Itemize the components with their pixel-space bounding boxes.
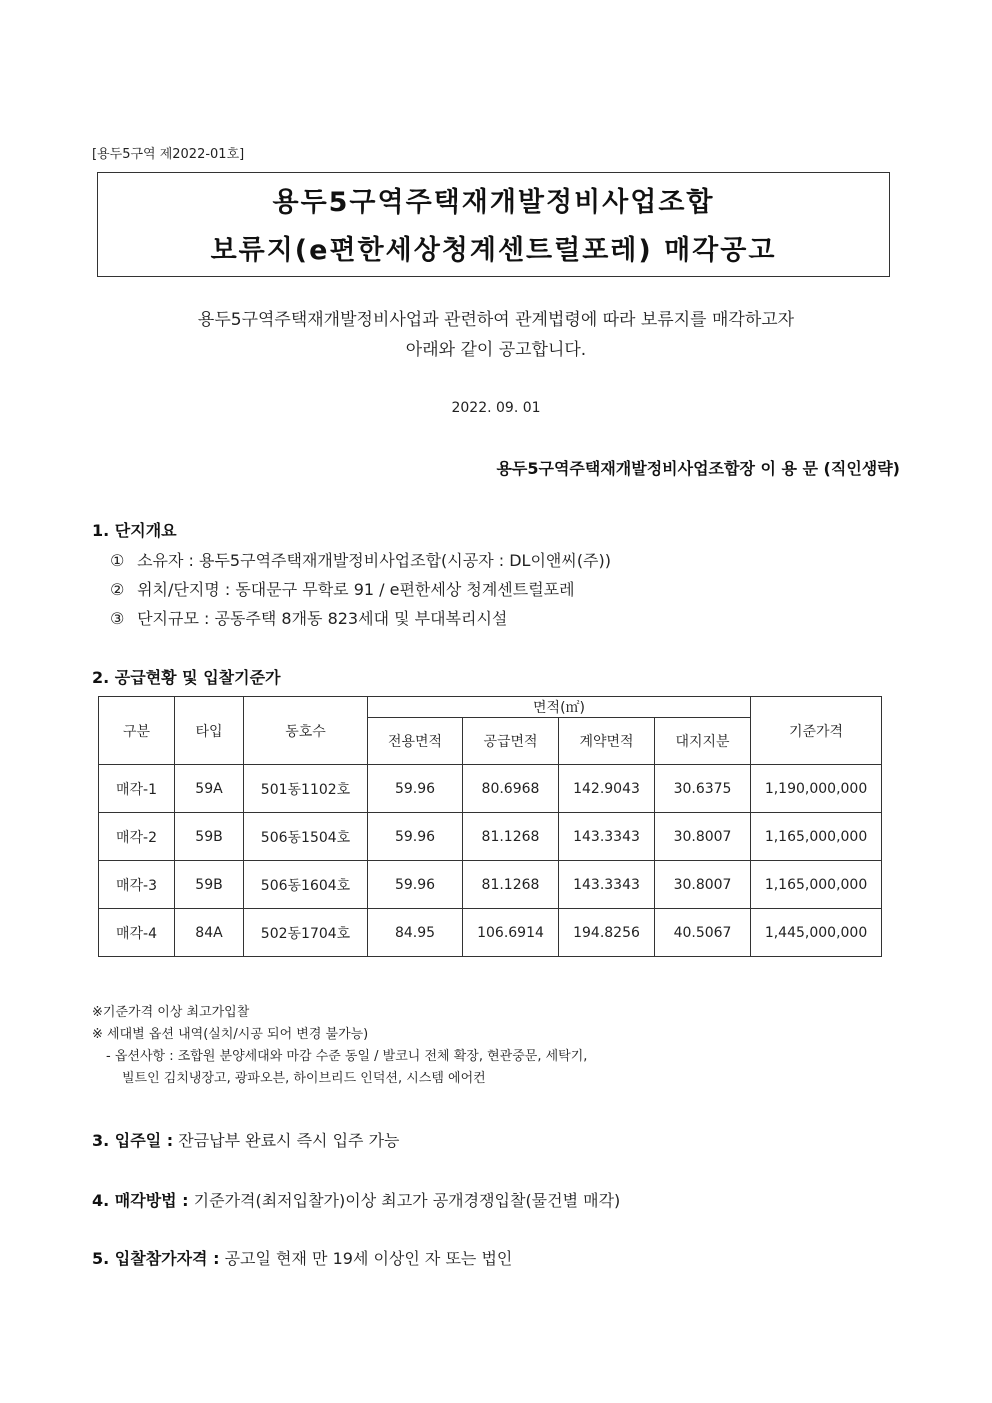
title-line-1: 용두5구역주택재개발정비사업조합 — [272, 187, 715, 218]
section-4-label: 4. 매각방법 : — [92, 1191, 189, 1210]
note-line: ※ 세대별 옵션 내역(실치/시공 되어 변경 불가능) — [92, 1027, 369, 1042]
header-price: 기준가격 — [751, 697, 882, 765]
cell-exclusive-area: 59.96 — [368, 813, 463, 861]
table-notes — [92, 1002, 587, 1090]
intro-line-1: 용두5구역주택재개발정비사업과 관련하여 관계법령에 따라 보류지를 매각하고자 — [197, 310, 795, 330]
cell-unit: 506동1504호 — [244, 813, 368, 861]
section-5-text: 공고일 현재 만 19세 이상인 자 또는 법인 — [219, 1249, 513, 1268]
section-5-label: 5. 입찰참가자격 : — [92, 1249, 220, 1268]
table-row — [99, 813, 882, 861]
cell-gubun: 매각-1 — [99, 765, 175, 813]
item-text: 위치/단지명 : 동대문구 무학로 91 / e편한세상 청계센트럴포레 — [137, 580, 575, 599]
cell-supply-area: 81.1268 — [463, 861, 559, 909]
cell-price: 1,445,000,000 — [751, 909, 882, 957]
cell-supply-area: 81.1268 — [463, 813, 559, 861]
table-row — [99, 861, 882, 909]
intro-line-2: 아래와 같이 공고합니다. — [405, 340, 587, 360]
table-row — [99, 909, 882, 957]
cell-gubun: 매각-4 — [99, 909, 175, 957]
header-contract-area: 계약면적 — [559, 718, 655, 765]
cell-land-share: 30.8007 — [655, 861, 751, 909]
header-supply-area: 공급면적 — [463, 718, 559, 765]
header-area: 면적(㎡) — [368, 697, 751, 718]
section-5 — [92, 1246, 512, 1269]
cell-land-share: 40.5067 — [655, 909, 751, 957]
title-box — [97, 172, 890, 277]
cell-contract-area: 142.9043 — [559, 765, 655, 813]
section-3-label: 3. 입주일 : — [92, 1131, 174, 1150]
header-unit: 동호수 — [244, 697, 368, 765]
cell-unit: 506동1604호 — [244, 861, 368, 909]
complex-overview-list — [110, 546, 611, 633]
cell-supply-area: 106.6914 — [463, 909, 559, 957]
item-number: ③ — [110, 609, 125, 628]
cell-exclusive-area: 59.96 — [368, 861, 463, 909]
section-2-title: 2. 공급현황 및 입찰기준가 — [92, 668, 281, 687]
cell-price: 1,165,000,000 — [751, 813, 882, 861]
cell-price: 1,190,000,000 — [751, 765, 882, 813]
cell-gubun: 매각-2 — [99, 813, 175, 861]
item-number: ① — [110, 551, 125, 570]
section-4-text: 기준가격(최저입찰가)이상 최고가 공개경쟁입찰(물건별 매각) — [188, 1191, 621, 1210]
cell-supply-area: 80.6968 — [463, 765, 559, 813]
cell-type: 84A — [175, 909, 244, 957]
list-item — [110, 604, 611, 633]
header-land-share: 대지지분 — [655, 718, 751, 765]
note-line: 빌트인 김치냉장고, 광파오븐, 하이브리드 인덕션, 시스템 에어컨 — [122, 1071, 486, 1086]
intro-paragraph — [0, 305, 992, 365]
section-1-title: 1. 단지개요 — [92, 521, 177, 540]
cell-unit: 502동1704호 — [244, 909, 368, 957]
cell-exclusive-area: 59.96 — [368, 765, 463, 813]
cell-gubun: 매각-3 — [99, 861, 175, 909]
list-item — [110, 546, 611, 575]
cell-contract-area: 194.8256 — [559, 909, 655, 957]
header-exclusive-area: 전용면적 — [368, 718, 463, 765]
table-row — [99, 765, 882, 813]
item-text: 단지규모 : 공동주택 8개동 823세대 및 부대복리시설 — [137, 609, 508, 628]
cell-type: 59B — [175, 861, 244, 909]
supply-table — [98, 696, 882, 957]
note-line: - 옵션사항 : 조합원 분양세대와 마감 수준 동일 / 발코니 전체 확장, 현관중문, 세탁기, — [106, 1049, 588, 1064]
header-gubun: 구분 — [99, 697, 175, 765]
title-line-2: 보류지(e편한세상청계센트럴포레) 매각공고 — [210, 235, 777, 266]
signer: 용두5구역주택재개발정비사업조합장 이 용 문 (직인생략) — [496, 459, 900, 478]
note-line: ※기준가격 이상 최고가입찰 — [92, 1005, 250, 1020]
list-item — [110, 575, 611, 604]
cell-type: 59A — [175, 765, 244, 813]
section-3-text: 잔금납부 완료시 즉시 입주 가능 — [173, 1131, 400, 1150]
cell-land-share: 30.8007 — [655, 813, 751, 861]
announcement-date: 2022. 09. 01 — [451, 400, 541, 416]
section-4 — [92, 1188, 620, 1211]
item-number: ② — [110, 580, 125, 599]
cell-contract-area: 143.3343 — [559, 861, 655, 909]
cell-exclusive-area: 84.95 — [368, 909, 463, 957]
cell-land-share: 30.6375 — [655, 765, 751, 813]
cell-unit: 501동1102호 — [244, 765, 368, 813]
cell-contract-area: 143.3343 — [559, 813, 655, 861]
header-type: 타입 — [175, 697, 244, 765]
document-reference-number: [용두5구역 제2022-01호] — [92, 147, 245, 162]
cell-price: 1,165,000,000 — [751, 861, 882, 909]
cell-type: 59B — [175, 813, 244, 861]
section-3 — [92, 1128, 399, 1151]
item-text: 소유자 : 용두5구역주택재개발정비사업조합(시공자 : DL이앤씨(주)) — [137, 551, 612, 570]
